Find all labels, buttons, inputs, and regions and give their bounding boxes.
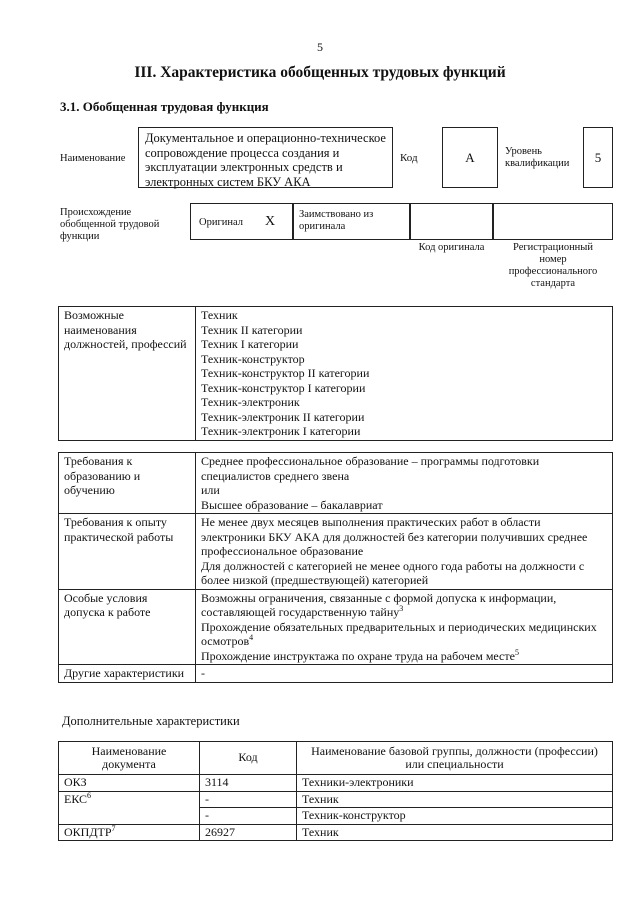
cell-doc: ОКПДТР$^7$ [59, 824, 200, 841]
text-line: Для должностей с категорией не менее одного года работы на должности с более низкой (предшествующей) категорией [201, 558, 585, 587]
list-item: Техник-конструктор I категории [201, 380, 366, 395]
positions-table [58, 306, 613, 441]
qualification-level-label: Уровень квалификации [505, 146, 570, 169]
footnote-ref: 4 [249, 633, 254, 642]
code-label: Код [400, 152, 418, 164]
other-label: Другие характеристики [59, 665, 196, 683]
list-item: Техник-конструктор II категории [201, 366, 370, 380]
cell-doc: ОКЗ [59, 775, 200, 792]
header-name: Наименование базовой группы, должности (профессии) или специальности [297, 742, 613, 775]
page-number: 5 [317, 40, 323, 54]
cell-code: - [200, 791, 297, 808]
cell-name: Техник [297, 791, 613, 808]
table-row [59, 824, 613, 841]
header-code: Код [200, 742, 297, 775]
table-row [59, 307, 613, 441]
original-label: Оригинал [199, 217, 243, 228]
cell-name: Техник [297, 824, 613, 841]
qualification-level-box: 5 [583, 127, 613, 188]
footnote-ref: 3 [399, 604, 404, 613]
cell-code: - [200, 808, 297, 825]
cell-code: 26927 [200, 824, 297, 841]
special-conditions-value [196, 589, 613, 665]
cell-name: Техник-конструктор [297, 808, 613, 825]
table-row [59, 791, 613, 808]
special-conditions-label: Особые условия допуска к работе [59, 589, 196, 665]
table-row [59, 775, 613, 792]
origin-label: Происхождение обобщенной трудовой функции [60, 207, 160, 242]
extra-characteristics-title: Дополнительные характеристики [62, 714, 240, 728]
table-header-row [59, 742, 613, 775]
education-value [196, 453, 613, 514]
additional-table [58, 741, 613, 841]
reg-number-box [493, 203, 613, 240]
text-line: Высшее образование – бакалавриат [201, 497, 383, 512]
table-row [59, 589, 613, 665]
requirements-table [58, 452, 613, 683]
positions-label: Возможные наименования должностей, профессий [59, 307, 196, 441]
experience-label: Требования к опыту практической работы [59, 514, 196, 590]
list-item: Техник-электроник I категории [201, 424, 361, 438]
list-item: Техник II категории [201, 322, 303, 337]
code-value-box: A [442, 127, 498, 188]
education-label: Требования к образованию и обучению [59, 453, 196, 514]
table-row [59, 665, 613, 683]
list-item: Техник [201, 308, 238, 322]
text-line: Возможны ограничения, связанные с формой допуска к информации, составляющей государственную тайну$^3$ [201, 590, 557, 619]
text-line: Среднее профессиональное образование – программы подготовки специалистов среднего звена [201, 454, 540, 483]
list-item: Техник I категории [201, 337, 299, 351]
function-name-box: Документальное и операционно-техническое сопровождение процесса создания и эксплуатации электронных средств и электронных систем БКУ АКА [138, 127, 393, 188]
page-title: III. Характеристика обобщенных трудовых функций [134, 64, 506, 81]
table-row [59, 514, 613, 590]
text-line: или [201, 483, 220, 497]
list-item: Техник-конструктор [201, 351, 305, 366]
reg-number-caption: Регистрационный номер профессионального стандарта [508, 242, 598, 289]
list-item: Техник-электроник [201, 395, 300, 409]
name-label: Наименование [60, 153, 126, 164]
cell-name: Техники-электроники [297, 775, 613, 792]
table-row [59, 453, 613, 514]
text-line: Прохождение инструктажа по охране труда на рабочем месте$^5$ [201, 647, 519, 663]
cell-code: 3114 [200, 775, 297, 792]
original-mark: X [265, 214, 276, 229]
header-document: Наименование документа [59, 742, 200, 775]
section-heading: 3.1. Обобщенная трудовая функция [60, 99, 269, 114]
text-line: Прохождение обязательных предварительных и периодических медицинских осмотров$^4$ [201, 619, 597, 648]
other-value: - [196, 665, 613, 683]
original-code-box [410, 203, 493, 240]
text-line: Не менее двух месяцев выполнения практических работ в области электроники БКУ АКА для должностей без категории получивших среднее профессиональное образование [201, 515, 588, 558]
positions-list [196, 307, 613, 441]
original-box [190, 203, 293, 240]
footnote-ref: 5 [514, 647, 519, 657]
experience-value [196, 514, 613, 590]
borrowed-box: Заимствовано из оригинала [293, 203, 410, 240]
original-code-caption: Код оригинала [418, 242, 485, 253]
list-item: Техник-электроник II категории [201, 409, 365, 424]
cell-doc: ЕКС$^6$ [59, 791, 200, 824]
